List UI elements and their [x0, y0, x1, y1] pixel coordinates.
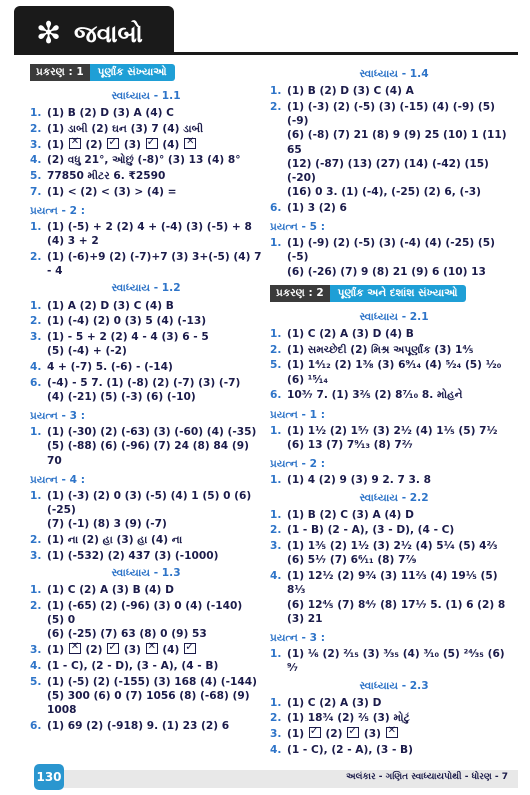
answer-text: [287, 727, 518, 741]
chapter-number: પ્રકરણ : 1: [30, 64, 90, 81]
answer-line: (1) 3 (2) 6: [287, 201, 347, 214]
answer-text: [287, 100, 518, 199]
answer-text: [287, 84, 518, 98]
answer-text: [287, 388, 518, 402]
answer-number: 4.: [270, 743, 282, 756]
answer-line: (1) < (2) < (3) > (4) =: [47, 185, 177, 198]
answer-line: (1) (-5) (2) (-155) (3) 168 (4) (-144): [47, 675, 257, 688]
check-box-icon: [107, 643, 119, 654]
chapter-name: પૂર્ણાંક સંખ્યાઓ: [90, 64, 175, 81]
answer-item: [30, 643, 262, 657]
answer-item: [270, 201, 518, 215]
answer-line: (1) (-6)+9 (2) (-7)+7 (3) 3+(-5) (4) 7 - 4: [47, 251, 262, 278]
cross-box-icon: [69, 138, 81, 149]
answer-number: 2.: [30, 534, 42, 547]
answer-line: (6) 5¹⁄₇ (7) 6⁶⁄₁₁ (8) 7⁷⁄₉: [287, 554, 417, 567]
answer-number: 1.: [270, 237, 282, 250]
answer-item: [30, 138, 262, 152]
check-box-icon: [107, 138, 119, 149]
answer-text: [47, 643, 262, 657]
answer-line: (1) ✓ (2) ✓ (3) ✕: [287, 727, 518, 741]
answer-text: [47, 583, 262, 597]
answer-line: (1 - B) (2 - A), (3 - D), (4 - C): [287, 524, 455, 537]
answer-item: [270, 508, 518, 522]
answer-number: 3.: [30, 138, 42, 151]
answer-text: [47, 549, 262, 563]
answer-line: (-4) - 5 7. (1) (-8) (2) (-7) (3) (-7): [47, 376, 241, 389]
answer-line: (6) (-26) (7) 9 (8) 21 (9) 6 (10) 13: [287, 265, 486, 278]
answer-number: 3.: [30, 331, 42, 344]
answer-line: (1) 69 (2) (-918) 9. (1) 23 (2) 6: [47, 719, 230, 732]
answer-text: [287, 358, 518, 386]
attempt-heading: પ્રયત્ન - 2 :: [270, 458, 325, 471]
answer-line: (1) C (2) A (3) D: [287, 696, 382, 709]
check-box-icon: [347, 727, 359, 738]
exercise-heading: સ્વાધ્યાય - 1.2: [111, 282, 181, 295]
answer-number: 2.: [30, 315, 42, 328]
answer-number: 4.: [30, 154, 42, 167]
answer-item: [30, 425, 262, 468]
answer-text: [47, 376, 262, 404]
answer-line: (16) 0 3. (1) (-4), (-25) (2) 6, (-3): [287, 186, 481, 199]
answer-line: (1) ડાબી (2) ઘન (3) 7 (4) ડાબી: [47, 122, 204, 135]
answer-item: [30, 153, 262, 167]
answer-line: (1) ✕ (2) ✓ (3) ✓ (4) ✕: [47, 138, 262, 152]
answer-number: 3.: [30, 549, 42, 562]
answer-line: (1) 12¹⁄₂ (2) 9³⁄₄ (3) 11²⁄₃ (4) 19¹⁄₅ (5) 8¹⁄₃: [287, 570, 498, 597]
answer-number: 2.: [270, 343, 282, 356]
check-box-icon: [184, 643, 196, 654]
answer-number: 4.: [30, 659, 42, 672]
answer-text: [47, 719, 262, 733]
footer-book-title: અલંકાર - ગણિત સ્વાધ્યાયપોથી - ધોરણ - 7: [346, 772, 508, 782]
answer-line: (1) 18³⁄₄ (2) ²⁄₅ (3) મોટું: [287, 712, 410, 725]
answer-number: 1.: [30, 107, 42, 120]
answer-text: [287, 711, 518, 725]
page-header: [0, 0, 530, 58]
answer-text: [47, 299, 262, 313]
answer-number: 6.: [30, 719, 42, 732]
answer-text: [47, 153, 262, 167]
answer-text: [47, 425, 262, 468]
answer-line: (1) (-532) (2) 437 (3) (-1000): [47, 549, 219, 562]
answer-item: [270, 84, 518, 98]
answer-line: (6) (-25) (7) 63 (8) 0 (9) 53: [47, 628, 207, 641]
answer-text: [287, 523, 518, 537]
answer-item: [30, 376, 262, 404]
answer-item: [270, 727, 518, 741]
answer-item: [30, 185, 262, 199]
answer-text: [47, 659, 262, 673]
star-icon: ✻: [36, 16, 62, 51]
answer-item: [30, 330, 262, 358]
answer-item: [270, 473, 518, 487]
answer-text: [287, 424, 518, 452]
answer-text: [47, 138, 262, 152]
answer-line: (1) (-5) + 2 (2) 4 + (-4) (3) (-5) + 8: [47, 221, 252, 234]
check-box-icon: [146, 138, 158, 149]
attempt-heading: પ્રયત્ન - 3 :: [30, 410, 85, 423]
answer-item: [30, 549, 262, 563]
answer-line: (6) 12⁴⁄₅ (7) 8⁴⁄₇ (8) 17¹⁄₇ 5. (1) 6 (2) 8 (3) 21: [287, 598, 506, 625]
answer-number: 3.: [270, 540, 282, 553]
answer-item: [30, 659, 262, 673]
attempt-heading: પ્રયત્ન - 5 :: [270, 221, 325, 234]
answer-number: 2.: [30, 600, 42, 612]
answer-line: (1) (-65) (2) (-96) (3) 0 (4) (-140) (5) 0: [47, 600, 243, 627]
answer-text: [287, 327, 518, 341]
answer-text: [287, 696, 518, 710]
answer-item: [270, 388, 518, 402]
exercise-heading: સ્વાધ્યાય - 1.3: [111, 567, 181, 580]
answer-number: 4.: [30, 360, 42, 373]
answer-line: (1) ¹⁄₆ (2) ²⁄₁₅ (3) ³⁄₃₅ (4) ³⁄₁₀ (5) ²⁴⁄₃₅ (6) ⁹⁄₇: [287, 648, 505, 675]
answer-number: 1.: [270, 328, 282, 341]
answer-item: [30, 719, 262, 733]
answer-text: [47, 185, 262, 199]
answer-text: [287, 473, 518, 487]
exercise-heading: સ્વાધ્યાય - 1.4: [359, 68, 429, 80]
answer-line: (12) (-87) (13) (27) (14) (-42) (15) (-20): [287, 157, 489, 184]
answer-text: [47, 220, 262, 248]
answer-line: (1) A (2) D (3) C (4) B: [47, 299, 174, 312]
answer-item: [30, 250, 262, 278]
cross-box-icon: [69, 643, 81, 654]
answer-line: (1) ના (2) હા (3) હા (4) ના: [47, 534, 183, 547]
answer-number: 3.: [30, 644, 42, 657]
answer-line: 77850 મીટર 6. ₹2590: [47, 170, 166, 183]
exercise-heading: સ્વાધ્યાય - 1.1: [111, 90, 181, 102]
answer-item: [30, 360, 262, 374]
answer-item: [270, 647, 518, 675]
answer-line: (4) (-21) (5) (-3) (6) (-10): [47, 390, 196, 403]
answer-text: [287, 236, 518, 279]
page-title: જવાબો: [74, 20, 143, 48]
chapter-number: પ્રકરણ : 2: [270, 285, 330, 302]
answer-line: (7) (-1) (8) 3 (9) (-7): [47, 518, 167, 531]
answer-line: (1) 1³⁄₅ (2) 1¹⁄₂ (3) 2¹⁄₂ (4) 5¹⁄₄ (5) 4²⁄₃: [287, 540, 498, 553]
answer-number: 5.: [30, 675, 42, 688]
answer-item: [270, 743, 518, 757]
answer-number: 6.: [270, 201, 282, 214]
answer-item: [270, 236, 518, 279]
answer-line: (1) સમચ્છેદી (2) મિશ્ર અપૂર્ણાંક (3) 1⁴⁄₅: [287, 343, 474, 356]
answer-line: (6) 13 (7) 7⁹⁄₁₃ (8) 7²⁄₇: [287, 438, 413, 451]
answer-line: (1) ✕ (2) ✓ (3) ✕ (4) ✓: [47, 643, 262, 657]
answer-line: (1) (-3) (2) 0 (3) (-5) (4) 1 (5) 0 (6) (-25): [47, 490, 252, 517]
answer-item: [30, 314, 262, 328]
chapter-banner-1: [30, 64, 262, 81]
answer-item: [270, 523, 518, 537]
answer-item: [270, 569, 518, 626]
answer-item: [30, 299, 262, 313]
answer-line: (1 - C), (2 - A), (3 - B): [287, 743, 413, 756]
answer-number: 3.: [270, 728, 282, 741]
left-column: [30, 64, 262, 734]
answer-line: 10³⁄₇ 7. (1) 3²⁄₅ (2) 8⁷⁄₁₀ 8. મોહને: [287, 389, 463, 402]
answer-number: 4.: [270, 570, 282, 583]
answer-text: [47, 106, 262, 120]
exercise-heading: સ્વાધ્યાય - 2.1: [359, 310, 429, 323]
attempt-heading: પ્રયત્ન - 2 :: [30, 204, 85, 217]
answer-line: (1 - C), (2 - D), (3 - A), (4 - B): [47, 659, 219, 672]
cross-box-icon: [184, 138, 196, 149]
answer-line: (1) B (2) D (3) C (4) A: [287, 85, 414, 98]
page-footer: [0, 760, 530, 795]
answer-line: (1) C (2) A (3) D (4) B: [287, 328, 414, 341]
answer-item: [270, 358, 518, 386]
header-tab: [14, 6, 174, 52]
answer-line: (1) (-30) (2) (-63) (3) (-60) (4) (-35): [47, 426, 257, 439]
answer-text: [287, 743, 518, 757]
answer-number: 2.: [270, 524, 282, 537]
answer-line: (5) (-4) + (-2): [47, 345, 127, 358]
answer-line: (6) (-8) (7) 21 (8) 9 (9) 25 (10) 1 (11) 65: [287, 129, 507, 156]
answer-line: (1) C (2) A (3) B (4) D: [47, 584, 174, 597]
answer-line: 4 + (-7) 5. (-6) - (-14): [47, 360, 173, 373]
answer-number: 5.: [30, 170, 42, 183]
answer-number: 1.: [30, 299, 42, 312]
answer-line: (1) 1¹⁄₂ (2) 1⁵⁄₇ (3) 2¹⁄₂ (4) 1¹⁄₅ (5) 7¹⁄₂: [287, 424, 498, 437]
answer-line: (1) 1⁴⁄₁₂ (2) 1³⁄₈ (3) 6⁹⁄₁₄ (4) ⁵⁄₂₄ (5) ¹⁄₂₀ (6) ¹⁵⁄₁₄: [287, 359, 502, 386]
answer-item: [30, 675, 262, 718]
answer-number: 1.: [30, 490, 42, 503]
answer-item: [270, 696, 518, 710]
answer-line: (5) (-88) (6) (-96) (7) 24 (8) 84 (9) 70: [47, 440, 249, 467]
answer-text: [47, 489, 262, 532]
answer-text: [287, 201, 518, 215]
answer-item: [270, 539, 518, 567]
answer-text: [47, 169, 262, 183]
cross-box-icon: [386, 727, 398, 738]
answer-line: (1) - 5 + 2 (2) 4 - 4 (3) 6 - 5: [47, 331, 209, 344]
attempt-heading: પ્રયત્ન - 1 :: [270, 408, 325, 421]
attempt-heading: પ્રયત્ન - 3 :: [270, 631, 325, 644]
answer-line: (1) (-4) (2) 0 (3) 5 (4) (-13): [47, 315, 207, 328]
answer-item: [30, 489, 262, 532]
answer-text: [47, 599, 262, 642]
answer-item: [30, 106, 262, 120]
answer-text: [47, 675, 262, 718]
answer-number: 6.: [270, 389, 282, 402]
answer-number: 1.: [30, 221, 42, 234]
answer-number: 2.: [30, 122, 42, 135]
answer-number: 1.: [270, 85, 282, 98]
answer-text: [47, 360, 262, 374]
answer-item: [30, 220, 262, 248]
answer-number: 1.: [30, 584, 42, 597]
answer-number: 1.: [270, 696, 282, 709]
header-rule: [14, 52, 518, 55]
answer-item: [30, 169, 262, 183]
answer-line: (4) 3 + 2: [47, 235, 99, 248]
answer-item: [270, 424, 518, 452]
answer-number: 1.: [270, 648, 282, 661]
answer-text: [47, 330, 262, 358]
answer-line: (1) B (2) C (3) A (4) D: [287, 508, 414, 521]
answer-line: (1) (-9) (2) (-5) (3) (-4) (4) (-25) (5) (-5): [287, 237, 495, 264]
answer-item: [30, 599, 262, 642]
answer-item: [270, 327, 518, 341]
answer-text: [287, 508, 518, 522]
right-column: [270, 64, 518, 759]
answer-number: 1.: [270, 474, 282, 487]
answer-line: (1) B (2) D (3) A (4) C: [47, 107, 174, 120]
left-answers: [30, 89, 262, 733]
answer-line: (2) વધુ 21°, ઓછું (-8)° (3) 13 (4) 8°: [47, 154, 241, 167]
answer-item: [30, 583, 262, 597]
answer-text: [47, 314, 262, 328]
answer-line: (5) 300 (6) 0 (7) 1056 (8) (-68) (9) 1008: [47, 689, 250, 716]
chapter-name: પૂર્ણાંક અને દશાંશ સંખ્યાઓ: [330, 285, 466, 302]
answer-number: 2.: [270, 100, 282, 113]
answer-number: 7.: [30, 185, 42, 198]
right-answers: [270, 67, 518, 757]
answer-number: 1.: [270, 508, 282, 521]
answer-number: 1.: [30, 426, 42, 439]
answer-item: [270, 343, 518, 357]
chapter-banner-2: [270, 285, 518, 302]
exercise-heading: સ્વાધ્યાય - 2.3: [359, 679, 429, 692]
check-box-icon: [309, 727, 321, 738]
answer-number: 2.: [30, 251, 42, 264]
answer-number: 5.: [270, 359, 282, 372]
answer-item: [270, 100, 518, 199]
answer-line: (1) (-3) (2) (-5) (3) (-15) (4) (-9) (5) (-9): [287, 100, 495, 128]
answer-number: 1.: [270, 424, 282, 437]
answer-text: [47, 250, 262, 278]
page-number: 130: [34, 764, 64, 790]
attempt-heading: પ્રયત્ન - 4 :: [30, 473, 85, 486]
answer-text: [287, 647, 518, 675]
answer-item: [30, 533, 262, 547]
answer-line: (1) 4 (2) 9 (3) 9 2. 7 3. 8: [287, 474, 432, 487]
answer-text: [287, 539, 518, 567]
cross-box-icon: [146, 643, 158, 654]
answer-number: 2.: [270, 712, 282, 725]
answer-text: [287, 343, 518, 357]
answer-text: [47, 533, 262, 547]
answer-text: [287, 569, 518, 626]
answer-number: 6.: [30, 376, 42, 389]
exercise-heading: સ્વાધ્યાય - 2.2: [359, 491, 429, 504]
